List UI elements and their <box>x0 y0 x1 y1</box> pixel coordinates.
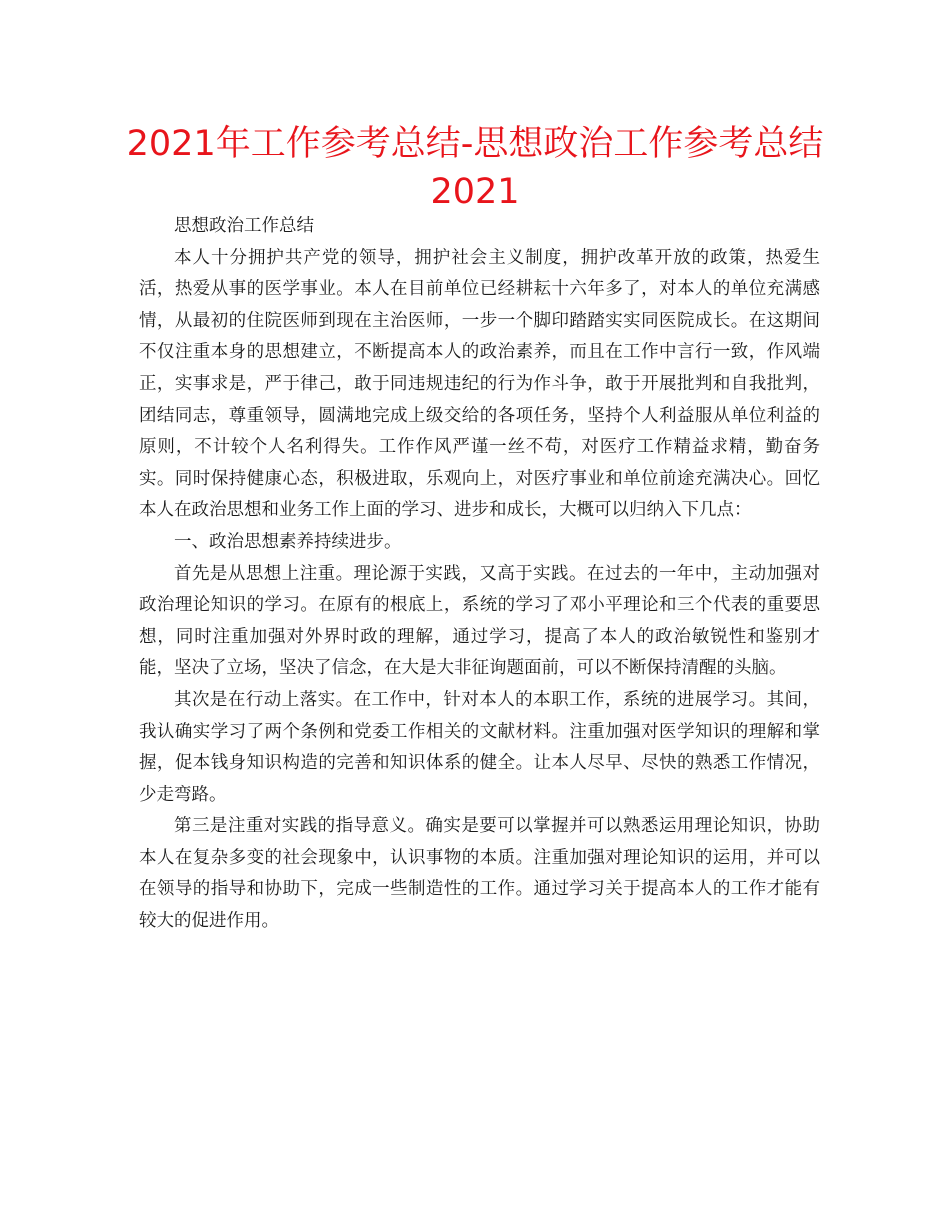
document-title: 2021年工作参考总结-思想政治工作参考总结2021 <box>126 124 824 212</box>
paragraph-second: 其次是在行动上落实。在工作中，针对本人的本职工作，系统的进展学习。其间，我认确实学习了两个条例和党委工作相关的文献材料。注重加强对医学知识的理解和掌握，促本钱身知识构造的完善和知识体系的健全。让本人尽早、尽快的熟悉工作情况，少走弯路。 <box>139 689 820 805</box>
document-body <box>139 211 820 938</box>
section-heading-1: 一、政治思想素养持续进步。 <box>174 531 402 552</box>
paragraph-third: 第三是注重对实践的指导意义。确实是要可以掌握并可以熟悉运用理论知识，协助本人在复杂多变的社会现象中，认识事物的本质。注重加强对理论知识的运用，并可以在领导的指导和协助下，完成一些制造性的工作。通过学习关于提高本人的工作才能有较大的促进作用。 <box>139 816 820 932</box>
section-heading: 思想政治工作总结 <box>174 216 314 236</box>
paragraph-intro: 本人十分拥护共产党的领导，拥护社会主义制度，拥护改革开放的政策，热爱生活，热爱从事的医学事业。本人在目前单位已经耕耘十六年多了，对本人的单位充满感情，从最初的住院医师到现在主治医师，一步一个脚印踏踏实实同医院成长。在这期间不仅注重本身的思想建立，不断提高本人的政治素养，而且在工作中言行一致，作风端正，实事求是，严于律己，敢于同违规违纪的行为作斗争，敢于开展批判和自我批判，团结同志，尊重领导，圆满地完成上级交给的各项任务，坚持个人利益服从单位利益的原则，不计较个人名利得失。工作作风严谨一丝不苟，对医疗工作精益求精，勤奋务实。同时保持健康心态，积极进取，乐观向上，对医疗事业和单位前途充满决心。回忆本人在政治思想和业务工作上面的学习、进步和成长，大概可以归纳入下几点： <box>139 247 820 521</box>
paragraph-first: 首先是从思想上注重。理论源于实践，又高于实践。在过去的一年中，主动加强对政治理论知识的学习。在原有的根底上，系统的学习了邓小平理论和三个代表的重要思想，同时注重加强对外界时政的理解，通过学习，提高了本人的政治敏锐性和鉴别才能，坚决了立场，坚决了信念，在大是大非征询题面前，可以不断保持清醒的头脑。 <box>139 563 820 679</box>
